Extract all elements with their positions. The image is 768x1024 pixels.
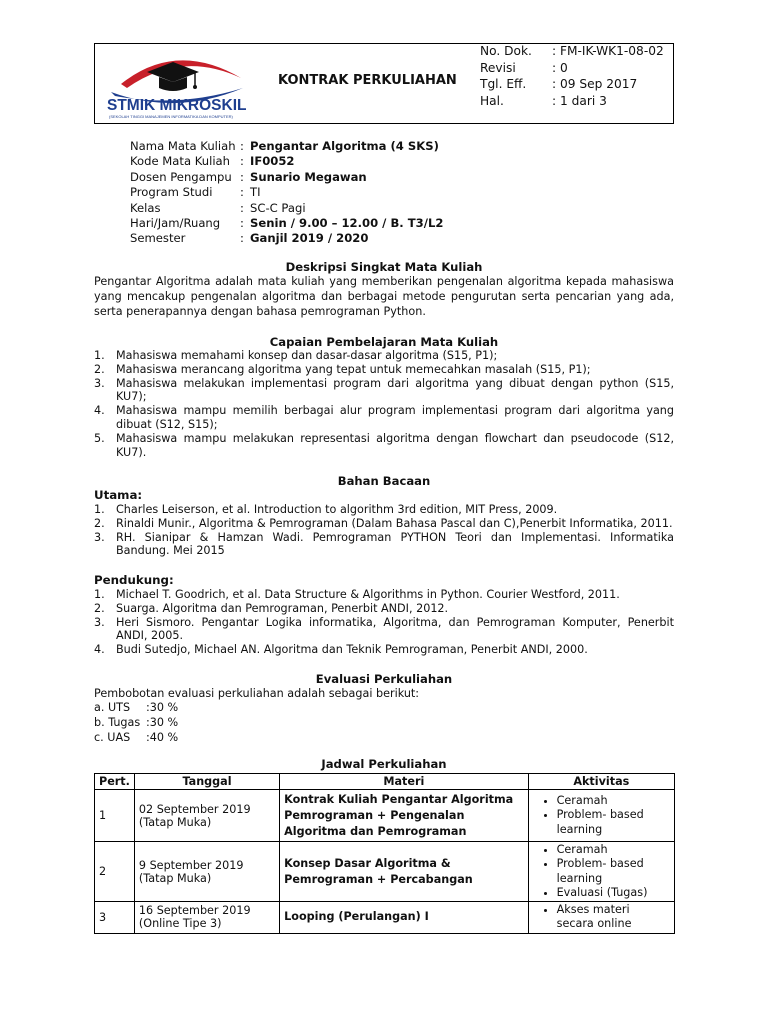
list-item: 2. Rinaldi Munir., Algoritma & Pemrograman (Dalam Bahasa Pascal dan C),Penerbit Informatika, 2011. [94,516,673,530]
schedule: Senin / 9.00 – 12.00 / B. T3/L2 [250,216,444,231]
meta-row: Hal. : 1 dari 3 [480,93,607,108]
list-item: a. UTS :30 % [94,701,179,714]
capaian-list [94,349,674,459]
section-title-evaluasi: Evaluasi Perkuliahan [315,672,453,686]
section-title-capaian: Capaian Pembelajaran Mata Kuliah [269,335,499,349]
meta-row: Tgl. Eff. : 09 Sep 2017 [480,77,638,91]
table-row: 2 9 September 2019 (Tatap Muka) Konsep Dasar Algoritma & Pemrograman + Percabangan • Ceramah • Problem- based learning • Evaluasi (Tugas) [95,842,675,902]
list-item: 2. Mahasiswa merancang algoritma yang tepat untuk memecahkan masalah (S15, P1); [94,362,591,376]
list-item: b. Tugas :30 % [94,715,179,729]
course-name: Pengantar Algoritma (4 SKS) [250,139,439,153]
meta-row: Revisi : 0 [480,60,568,75]
class: SC-C Pagi [250,200,306,215]
table-header-row: Pert. Tanggal Materi Aktivitas [95,774,675,790]
list-item: 2. Suarga. Algoritma dan Pemrograman, Penerbit ANDI, 2012. [94,601,449,615]
semester: Ganjil 2019 / 2020 [250,231,369,246]
evaluasi-intro: Pembobotan evaluasi perkuliahan adalah sebagai berikut: [94,687,420,700]
section-title-bahan: Bahan Bacaan [337,474,431,488]
course-code: IF0052 [250,154,295,169]
deskripsi-text: Pengantar Algoritma adalah mata kuliah yang memberikan pengenalan algoritma kepada mahasiswa yang mencakup pengenalan algoritma dan berbagai metode pengurutan serta pencarian yang ada, serta penerapannya dengan bahasa pemrograman Python. [94,275,674,319]
stmik-logo [101,48,251,120]
list-item: 4. Mahasiswa mampu memilih berbagai alur program implementasi program dari algoritma yang dibuat (S12, S15); [94,404,674,431]
list-item: 3. Mahasiswa melakukan implementasi program dari algoritma yang dibuat dengan python (S15, KU7); [94,376,674,404]
list-item: 5. Mahasiswa mampu melakukan representasi algoritma dengan flowchart dan pseudocode (S12, KU7). [94,431,674,459]
document-title: KONTRAK PERKULIAHAN [278,73,457,88]
list-item: 1. Mahasiswa memahami konsep dan dasar-dasar algoritma (S15, P1); [94,349,498,362]
course-info: Nama Mata Kuliah : Pengantar Algoritma (4 SKS) Kode Mata Kuliah : IF0052 Dosen Pengampu : Sunario Megawan Program Studi : TI Kelas : SC-C Pagi Hari/Jam/Ruang : Senin / 9.00 – 12.00 / B. T3/L2 Semester : Ganjil 2019 / 2020 [130,139,444,246]
program: TI [250,185,261,200]
document-meta [480,43,664,109]
pendukung-list [94,588,674,657]
list-item: 3. Heri Sismoro. Pengantar Logika informatika, Algoritma, dan Pemrograman Komputer, Penerbit ANDI, 2005. [94,615,674,643]
list-item: 1. Michael T. Goodrich, et al. Data Structure & Algorithms in Python. Courier Westford, 2011. [94,588,620,601]
list-item: 4. Budi Sutedjo, Michael AN. Algoritma dan Teknik Pemrograman, Penerbit ANDI, 2000. [94,643,588,657]
utama-list [94,503,674,558]
section-title-deskripsi: Deskripsi Singkat Mata Kuliah [285,260,483,274]
list-item: 1. Charles Leiserson, et al. Introduction to algorithm 3rd edition, MIT Press, 2009. [94,503,558,516]
section-title-jadwal: Jadwal Perkuliahan [321,757,447,771]
schedule-table [94,773,675,934]
meta-row: No. Dok. : FM-IK-WK1-08-02 [480,44,664,58]
logo-subtext: (SEKOLAH TINGGI MANAJEMEN INFORMATIKA DAN KOMPUTER) [109,114,233,119]
utama-label: Utama: [94,488,143,502]
list-item: 3. RH. Sianipar & Hamzan Wadi. Pemrograman PYTHON Teori dan Implementasi. Informatika Bandung. Mei 2015 [94,530,674,558]
table-row: 1 02 September 2019 (Tatap Muka) Kontrak Kuliah Pengantar Algoritma Pemrograman + Pengenalan Algoritma dan Pemrograman • Ceramah • Problem- based learning [95,790,675,842]
table-row: 3 16 September 2019 (Online Tipe 3) Looping (Perulangan) I • Akses materi secara online [95,902,675,934]
evaluasi-list [94,701,178,745]
list-item: c. UAS :40 % [94,730,179,744]
logo-text: STMIK MIKROSKIL [107,97,247,114]
pendukung-label: Pendukung: [94,573,174,587]
lecturer: Sunario Megawan [250,169,367,184]
